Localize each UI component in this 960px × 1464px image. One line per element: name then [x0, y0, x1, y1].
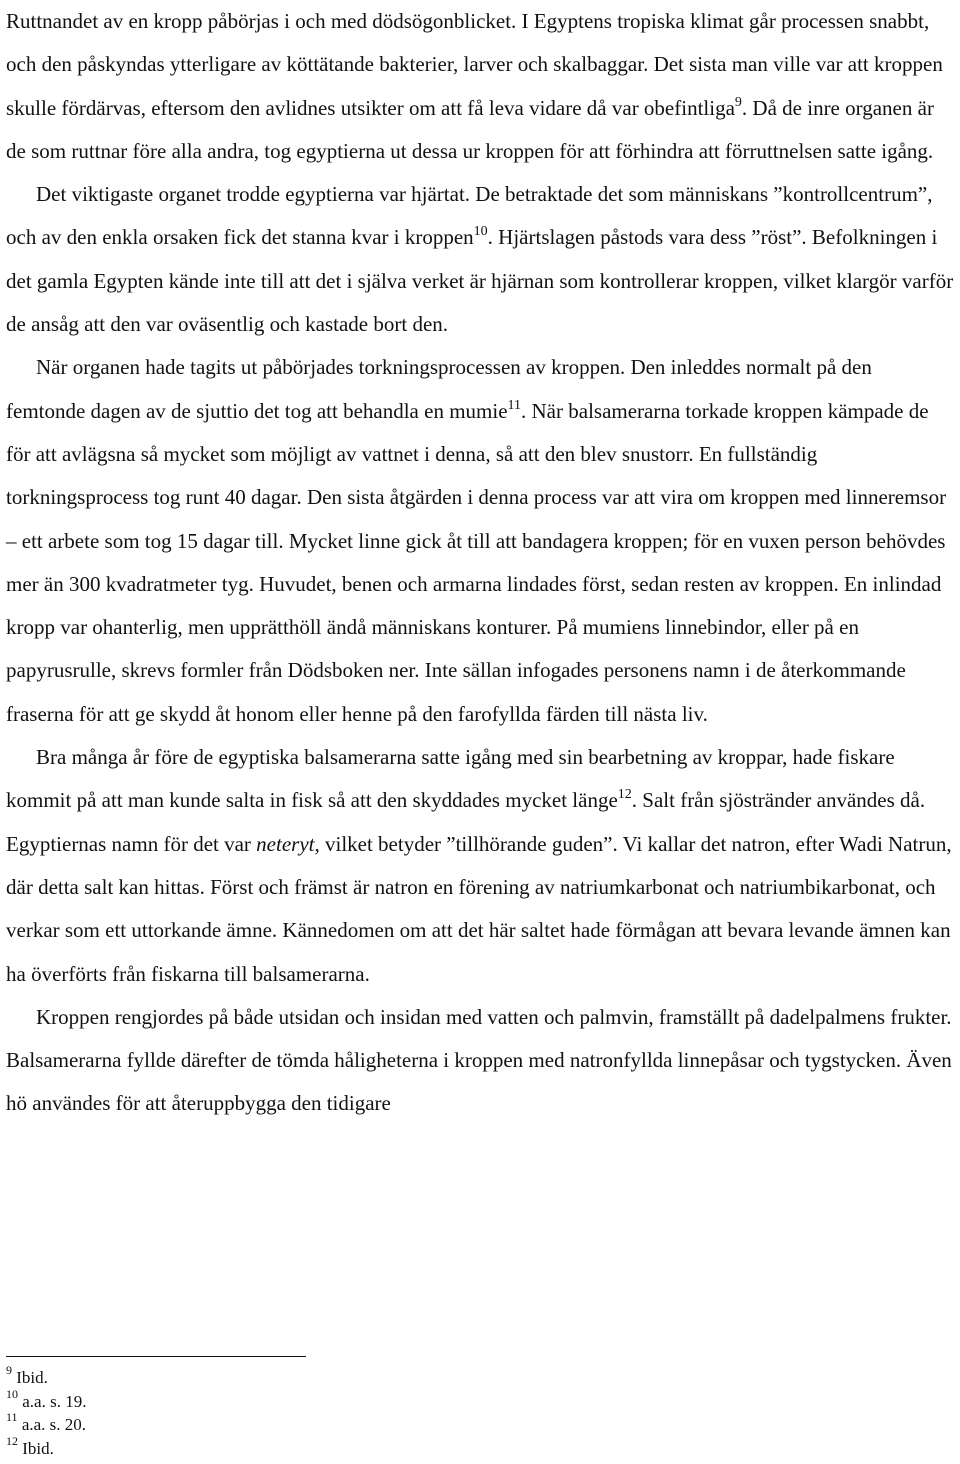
- footnote-text: Ibid.: [12, 1368, 48, 1387]
- footnote-text: a.a. s. 19.: [18, 1391, 87, 1411]
- footnote-number: 10: [6, 1386, 18, 1401]
- paragraph-p3: [6, 346, 954, 736]
- footnote-item: [6, 1386, 606, 1414]
- footnote-text: Ibid.: [18, 1438, 54, 1458]
- text-run: Kroppen rengjordes på både utsidan och insidan med vatten och palmvin, framställt på dadelpalmens frukter. Balsamerarna fyllde därefter de tömda håligheterna i kroppen med natronfyllda linnepåsar och tygstycken. Även hö användes för att återuppbygga den tidigare: [6, 1004, 952, 1116]
- footnote-number: 12: [6, 1433, 18, 1448]
- text-run: vilket betyder ”tillhörande guden”. Vi kallar det natron, efter Wadi Natrun, där detta salt kan hittas. Först och främst är natron en förening av natriumkarbonat och natriumbikarbonat, och verkar som ett uttorkande ämne. Kännedomen om att det här saltet hade förmågan att bevara levande ämnen kan ha överförts från fiskarna till balsamerarna.: [6, 831, 952, 986]
- footnote-reference: 10: [473, 224, 488, 240]
- text-run: . Då de inre organen är de som ruttnar före alla andra, tog egyptierna ut dessa ur kroppen för att förhindra att förruttnelsen satte igång.: [6, 95, 934, 163]
- text-run: När organen hade tagits ut påbörjades torkningsprocessen av kroppen. Den inleddes normalt på den femtonde dagen av de sjuttio det tog att behandla en mumie: [6, 355, 872, 423]
- footnote-text: a.a. s. 20.: [17, 1415, 87, 1434]
- text-run: . När balsamerarna torkade kroppen kämpade de för att avlägsna så mycket som möjligt av vattnet i denna, så att den blev snustorr. En fullständig torkningsprocess tog runt 40 dagar. Den sista åtgärden i denna process var att vira om kroppen med linneremsor – ett arbete som tog 15 dagar till. Mycket linne gick åt till att bandagera kroppen; för en vuxen person behövdes mer än 300 kvadratmeter tyg. Huvudet, benen och armarna lindades först, sedan resten av kroppen. En inlindad kropp var ohanterlig, men upprätthöll ändå människans konturer. På mumiens linnebindor, eller på en papyrusrulle, skrevs formler från Dödsboken ner. Inte sällan infogades personens namn i de återkommande fraserna för att ge skydd åt honom eller henne på den farofyllda färden till nästa liv.: [6, 398, 947, 726]
- text-run: Bra många år före de egyptiska balsamerarna satte igång med sin bearbetning av kroppar, hade fiskare kommit på att man kunde salta in fisk så att den skyddades mycket länge: [6, 745, 895, 813]
- text-run: . Hjärtslagen påstods vara dess ”röst”. Befolkningen i det gamla Egypten kände inte till att det i själva verket är hjärnan som kontrollerar kroppen, vilket klargör varför de ansåg att den var oväsentlig och kastade bort den.: [6, 225, 954, 337]
- footnote-reference: 11: [507, 397, 522, 413]
- italic-term: neteryt,: [256, 831, 320, 856]
- text-run: . Salt från sjöstränder användes då. Egyptiernas namn för det var: [6, 788, 926, 856]
- footnote-divider: [6, 1356, 306, 1357]
- footnote-reference: 9: [734, 94, 742, 110]
- paragraph-p2: [6, 173, 954, 346]
- paragraph-p1: [6, 0, 954, 173]
- body-text: [6, 0, 954, 1126]
- footnotes: [6, 1363, 606, 1460]
- text-run: Ruttnandet av en kropp påbörjas i och med dödsögonblicket. I Egyptens tropiska klimat går processen snabbt, och den påskyndas ytterligare av köttätande bakterier, larver och skalbaggar. Det sista man ville var att kroppen skulle fördärvas, eftersom den avlidnes utsikter om att få leva vidare då var obefintliga: [6, 9, 943, 120]
- text-run: Det viktigaste organet trodde egyptierna var hjärtat. De betraktade det som människans ”kontrollcentrum”, och av den enkla orsaken fick det stanna kvar i kroppen: [6, 182, 933, 250]
- footnote-item: [6, 1363, 606, 1390]
- footnote-number: 9: [6, 1363, 12, 1378]
- paragraph-p5: [6, 996, 954, 1126]
- footnote-number: 11: [6, 1410, 18, 1425]
- footnote-item: [6, 1433, 606, 1461]
- paragraph-p4: [6, 736, 954, 996]
- footnote-item: [6, 1410, 606, 1437]
- footnote-reference: 12: [617, 787, 632, 803]
